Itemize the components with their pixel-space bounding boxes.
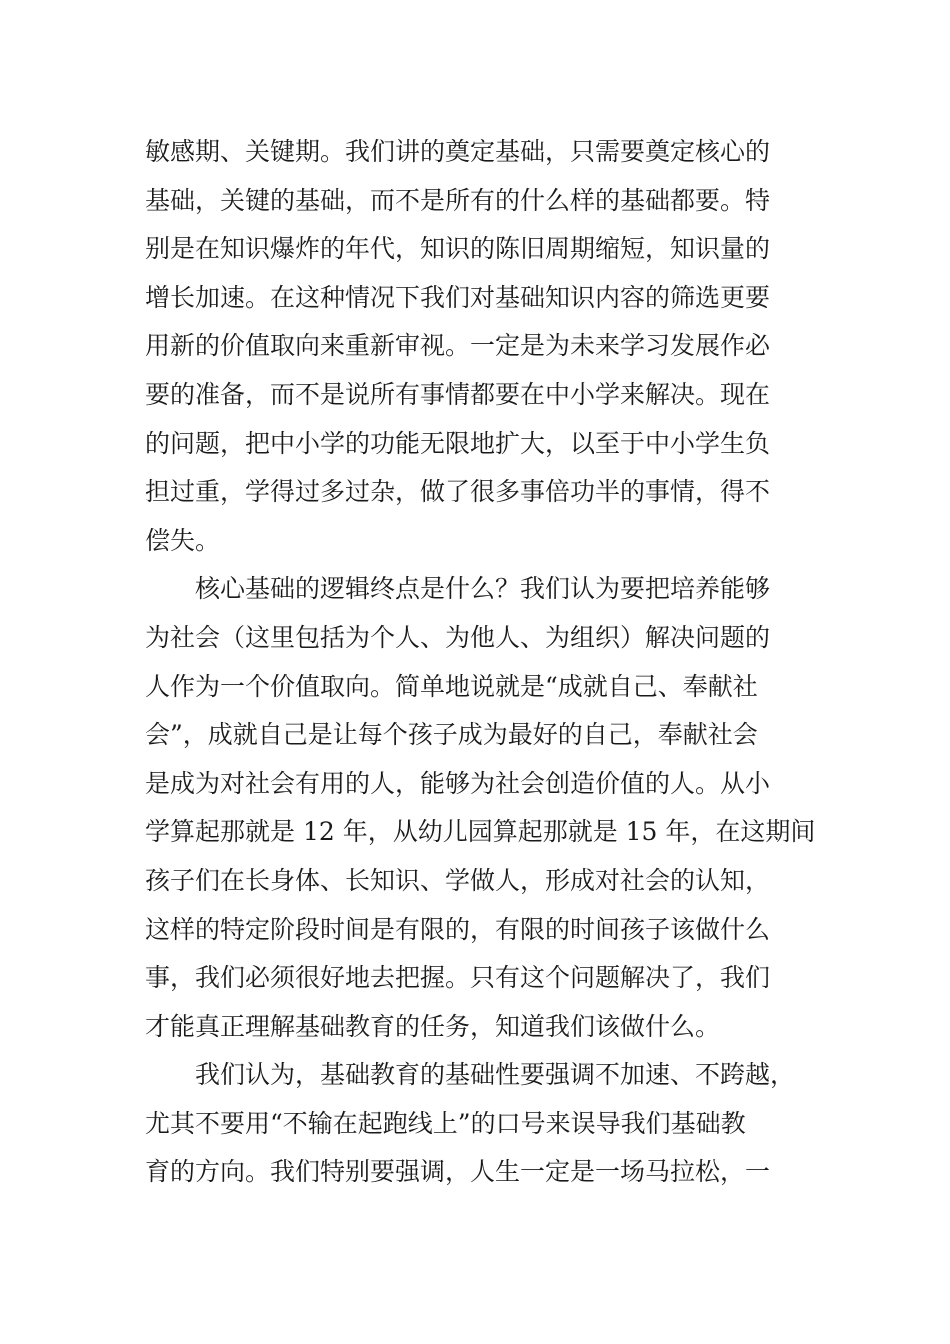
document-body <box>145 128 816 1197</box>
text-line: 是成为对社会有用的人，能够为社会创造价值的人。从小 <box>145 768 771 798</box>
text-line: 增长加速。在这种情况下我们对基础知识内容的筛选更要 <box>145 282 771 312</box>
text-line: 事，我们必须很好地去把握。只有这个问题解决了，我们 <box>145 963 771 993</box>
text-line: 敏感期、关键期。我们讲的奠定基础，只需要奠定核心的 <box>145 137 771 166</box>
text-line: 为社会（这里包括为个人、为他人、为组织）解决问题的 <box>145 622 771 652</box>
text-line: 基础，关键的基础，而不是所有的什么样的基础都要。特 <box>145 185 771 215</box>
text-line: 尤其不要用“不输在起跑线上”的口号来误导我们基础教 <box>145 1108 746 1138</box>
text-line: 要的准备，而不是说所有事情都要在中小学来解决。现在 <box>145 379 771 409</box>
text-line: 这样的特定阶段时间是有限的，有限的时间孩子该做什么 <box>145 914 771 944</box>
text-line: 会”，成就自己是让每个孩子成为最好的自己，奉献社会 <box>145 720 758 750</box>
text-line: 学算起那就是 12 年，从幼儿园算起那就是 15 年，在这期间 <box>145 817 816 847</box>
text-line: 才能真正理解基础教育的任务，知道我们该做什么。 <box>145 1011 721 1041</box>
text-line: 的问题，把中小学的功能无限地扩大，以至于中小学生负 <box>145 428 771 458</box>
text-line: 人作为一个价值取向。简单地说就是“成就自己、奉献社 <box>145 671 758 701</box>
text-line: 用新的价值取向来重新审视。一定是为未来学习发展作必 <box>145 331 771 361</box>
text-line: 核心基础的逻辑终点是什么？我们认为要把培养能够 <box>195 574 771 604</box>
text-line: 孩子们在长身体、长知识、学做人，形成对社会的认知， <box>145 865 771 895</box>
text-line: 偿失。 <box>145 525 221 555</box>
text-line: 别是在知识爆炸的年代，知识的陈旧周期缩短，知识量的 <box>145 234 771 264</box>
text-line: 育的方向。我们特别要强调，人生一定是一场马拉松，一 <box>145 1157 771 1187</box>
text-line: 担过重，学得过多过杂，做了很多事倍功半的事情，得不 <box>145 477 771 507</box>
text-line: 我们认为，基础教育的基础性要强调不加速、不跨越， <box>195 1060 796 1090</box>
